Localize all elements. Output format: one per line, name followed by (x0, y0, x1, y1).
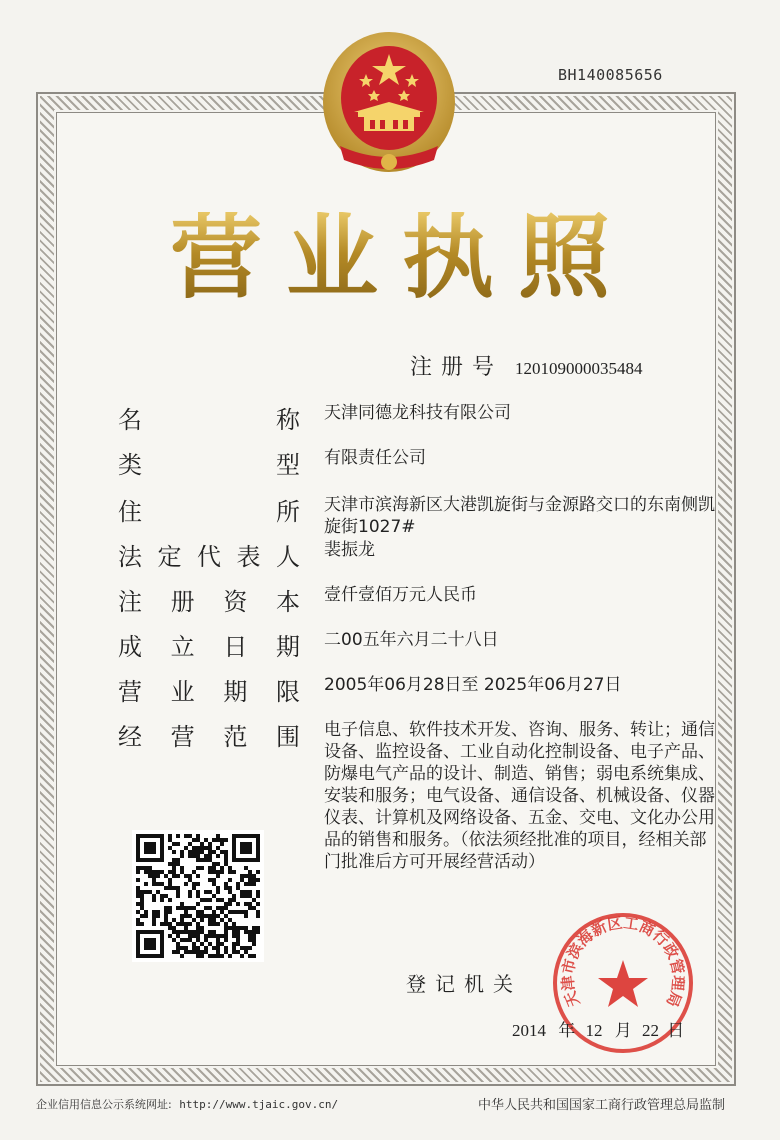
field-value: 壹仟壹佰万元人民币 (324, 585, 477, 605)
field-address (118, 492, 716, 538)
label-char: 成 (118, 633, 142, 661)
field-value: 天津同德龙科技有限公司 (324, 403, 511, 423)
title-char: 照 (517, 204, 610, 311)
issue-date (512, 1016, 684, 1041)
field-label (118, 672, 300, 707)
label-char: 代 (197, 543, 221, 571)
label-char: 经 (118, 723, 142, 751)
label-char: 限 (275, 678, 300, 706)
title-char: 业 (285, 204, 378, 311)
footer-website (36, 1096, 338, 1112)
label-char: 资 (223, 588, 248, 616)
label-char: 注 (118, 588, 142, 616)
label-char: 业 (170, 678, 195, 706)
label-char: 类 (118, 451, 142, 479)
label-char: 范 (223, 723, 248, 751)
label-char: 所 (276, 498, 300, 526)
label-char: 名 (118, 406, 142, 434)
field-label (118, 492, 300, 538)
field-capital (118, 582, 716, 617)
label-char: 法 (118, 543, 142, 571)
label-char: 人 (276, 543, 300, 571)
field-legal-rep (118, 537, 716, 572)
title-char: 营 (170, 204, 263, 311)
footer-issuer: 中华人民共和国国家工商行政管理总局监制 (478, 1098, 726, 1113)
label-char: 本 (275, 588, 300, 616)
label-char: 期 (223, 678, 248, 706)
footer-website-url[interactable]: http://www.tjaic.gov.cn/ (179, 1098, 339, 1111)
label-char: 期 (275, 633, 300, 661)
label-char: 住 (118, 498, 142, 526)
field-label (118, 582, 300, 617)
field-label (118, 537, 300, 572)
field-label (118, 627, 300, 662)
registration-value: 120109000035484 (515, 359, 643, 378)
label-char: 定 (157, 543, 182, 571)
label-char: 围 (275, 723, 300, 751)
registration-authority-label: 登记机关 (406, 972, 522, 996)
field-value: 电子信息、软件技术开发、咨询、服务、转让；通信设备、监控设备、工业自动化控制设备、电子产品、防爆电气产品的设计、制造、销售；弱电系统集成、安装和服务；电气设备、通信设备、机械设备、仪器仪表、计算机及网络设备、五金、交电、文化办公用品的销售和服务。（依法须经批准的项目，经相关部门批准后方可开展经营活动） (324, 720, 715, 872)
label-char: 册 (170, 588, 195, 616)
label-char: 营 (118, 678, 142, 706)
issue-year: 2014 (512, 1021, 546, 1040)
label-char: 型 (276, 451, 300, 479)
field-name (118, 400, 716, 435)
field-value: 二00五年六月二十八日 (324, 630, 499, 650)
title-char: 执 (401, 204, 494, 311)
field-term (118, 672, 716, 707)
label-char: 立 (170, 633, 195, 661)
registration-label: 注册号 (410, 355, 504, 380)
label-char: 称 (276, 406, 300, 434)
field-label (118, 400, 300, 435)
issue-day: 22 (642, 1021, 659, 1040)
field-founded (118, 627, 716, 662)
field-type (118, 445, 716, 480)
field-label (118, 445, 300, 480)
registration-number-row (410, 350, 643, 381)
field-value: 天津市滨海新区大港凯旋街与金源路交口的东南侧凯旋街1027# (324, 495, 715, 537)
national-emblem-icon (318, 28, 460, 178)
field-value: 裴振龙 (324, 540, 375, 560)
label-char: 营 (170, 723, 195, 751)
issue-month: 12 (585, 1021, 603, 1040)
field-value: 有限责任公司 (324, 448, 426, 468)
field-value: 2005年06月28日至 2025年06月27日 (324, 675, 622, 695)
month-unit: 月 (614, 1021, 632, 1040)
document-title (170, 204, 610, 311)
qr-code-icon (132, 830, 264, 962)
svg-text:天津市滨海新区工商行政管理局: 天津市滨海新区工商行政管理局 (558, 913, 688, 1010)
serial-number: BH140085656 (558, 66, 663, 84)
label-char: 表 (236, 543, 261, 571)
day-unit: 日 (667, 1021, 685, 1040)
year-unit: 年 (558, 1021, 576, 1040)
footer-website-label: 企业信用信息公示系统网址: (36, 1098, 172, 1111)
label-char: 日 (223, 633, 248, 661)
